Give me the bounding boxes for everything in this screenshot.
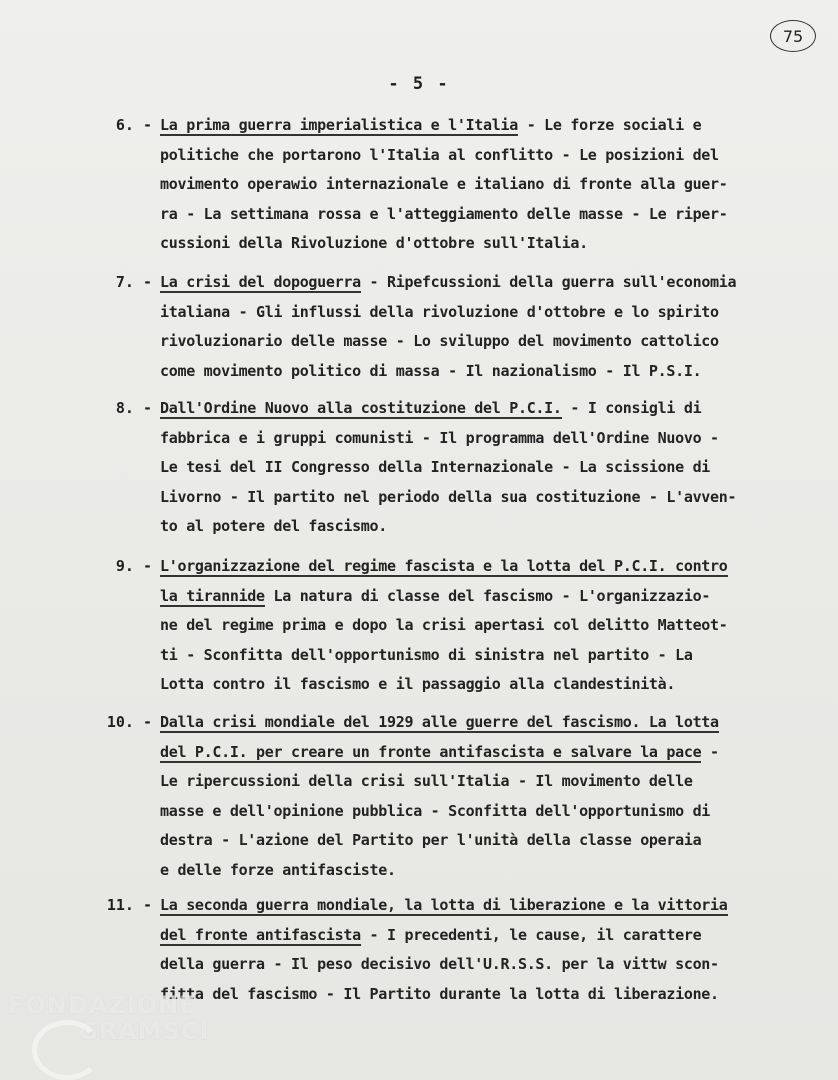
section-title: Dalla crisi mondiale del 1929 alle guerre del fascismo. La lotta: [160, 713, 719, 731]
section-number: 11. -: [100, 891, 152, 920]
section-text: to al potere del fascismo.: [160, 517, 388, 535]
section-number: 8. -: [100, 394, 152, 423]
section-text: - Ripefcussioni della guerra sull'economia: [369, 273, 737, 291]
section-text: - Le forze sociali e: [526, 116, 702, 134]
section-text: Livorno - Il partito nel periodo della sua costituzione - L'avven-: [160, 487, 737, 506]
section-title: del fronte antifascista: [160, 925, 361, 944]
section-text: rivoluzionario delle masse - Lo sviluppo del movimento cattolico: [160, 332, 719, 350]
section-body: [160, 268, 820, 386]
section-title: La crisi del dopoguerra: [160, 273, 361, 291]
section-text: Le ripercussioni della crisi sull'Italia - Il movimento delle: [160, 772, 693, 790]
section-text: politiche che portarono l'Italia al conflitto - Le posizioni del: [160, 145, 719, 164]
section-text: La natura di classe del fascismo - L'organizzazio-: [264, 586, 711, 605]
section-title: la tirannide: [160, 586, 265, 605]
section-title: del P.C.I. per creare un fronte antifascista e salvare la pace: [160, 742, 702, 761]
section-text: ti - Sconfitta dell'opportunismo di sinistra nel partito - La: [160, 645, 693, 664]
section-text: destra - L'azione del Partito per l'unità della classe operaia: [160, 831, 702, 849]
section-text: Le tesi del II Congresso della Internazionale - La scissione di: [160, 458, 711, 476]
section-text: - I precedenti, le cause, il carattere: [360, 925, 702, 944]
section-text: Lotta contro il fascismo e il passaggio alla clandestinità.: [160, 675, 676, 693]
section-title: La prima guerra imperialistica e l'Italia: [160, 116, 518, 134]
section-text: cussioni della Rivoluzione d'ottobre sull'Italia.: [160, 234, 588, 252]
section-text: ra - La settimana rossa e l'atteggiamento delle masse - Le riper-: [160, 204, 728, 223]
section-text: -: [701, 742, 719, 761]
section-number: 10. -: [100, 708, 152, 737]
section-number: 6. -: [100, 111, 152, 140]
section-text: e delle forze antifasciste.: [160, 860, 396, 879]
section-text: fitta del fascismo - Il Partito durante la lotta di liberazione.: [160, 984, 719, 1003]
watermark-line-1: FONDAZIONE: [8, 991, 197, 1019]
watermark-line-2: GRAMSCI: [78, 1017, 210, 1045]
fondazione-gramsci-watermark: [8, 992, 209, 1044]
section-title: La seconda guerra mondiale, la lotta di liberazione e la vittoria: [160, 896, 728, 914]
section-body: [160, 891, 820, 1009]
section-title: L'organizzazione del regime fascista e la lotta del P.C.I. contro: [160, 557, 728, 575]
watermark-logo-icon: [32, 1020, 102, 1080]
section-number: 7. -: [100, 268, 152, 297]
section-body: [160, 708, 820, 885]
section-text: come movimento politico di massa - Il nazionalismo - Il P.S.I.: [160, 361, 702, 380]
section-text: movimento operawio internazionale e italiano di fronte alla guer-: [160, 175, 728, 193]
section-body: [160, 552, 820, 700]
section-text: della guerra - Il peso decisivo dell'U.R.S.S. per la vittw scon-: [160, 955, 719, 973]
section-text: ne del regime prima e dopo la crisi apertasi col delitto Matteot-: [160, 616, 728, 634]
page-number: - 5 -: [388, 74, 450, 94]
section-number: 9. -: [100, 552, 152, 581]
section-body: [160, 394, 820, 542]
section-body: [160, 111, 820, 259]
section-text: italiana - Gli influssi della rivoluzione d'ottobre e lo spirito: [160, 302, 719, 321]
archive-number-stamp: 75: [770, 20, 816, 52]
section-text: - I consigli di: [570, 399, 702, 417]
section-text: fabbrica e i gruppi comunisti - Il programma dell'Ordine Nuovo -: [160, 428, 719, 447]
section-title: Dall'Ordine Nuovo alla costituzione del P.C.I.: [160, 399, 562, 417]
section-text: masse e dell'opinione pubblica - Sconfitta dell'opportunismo di: [160, 801, 711, 820]
